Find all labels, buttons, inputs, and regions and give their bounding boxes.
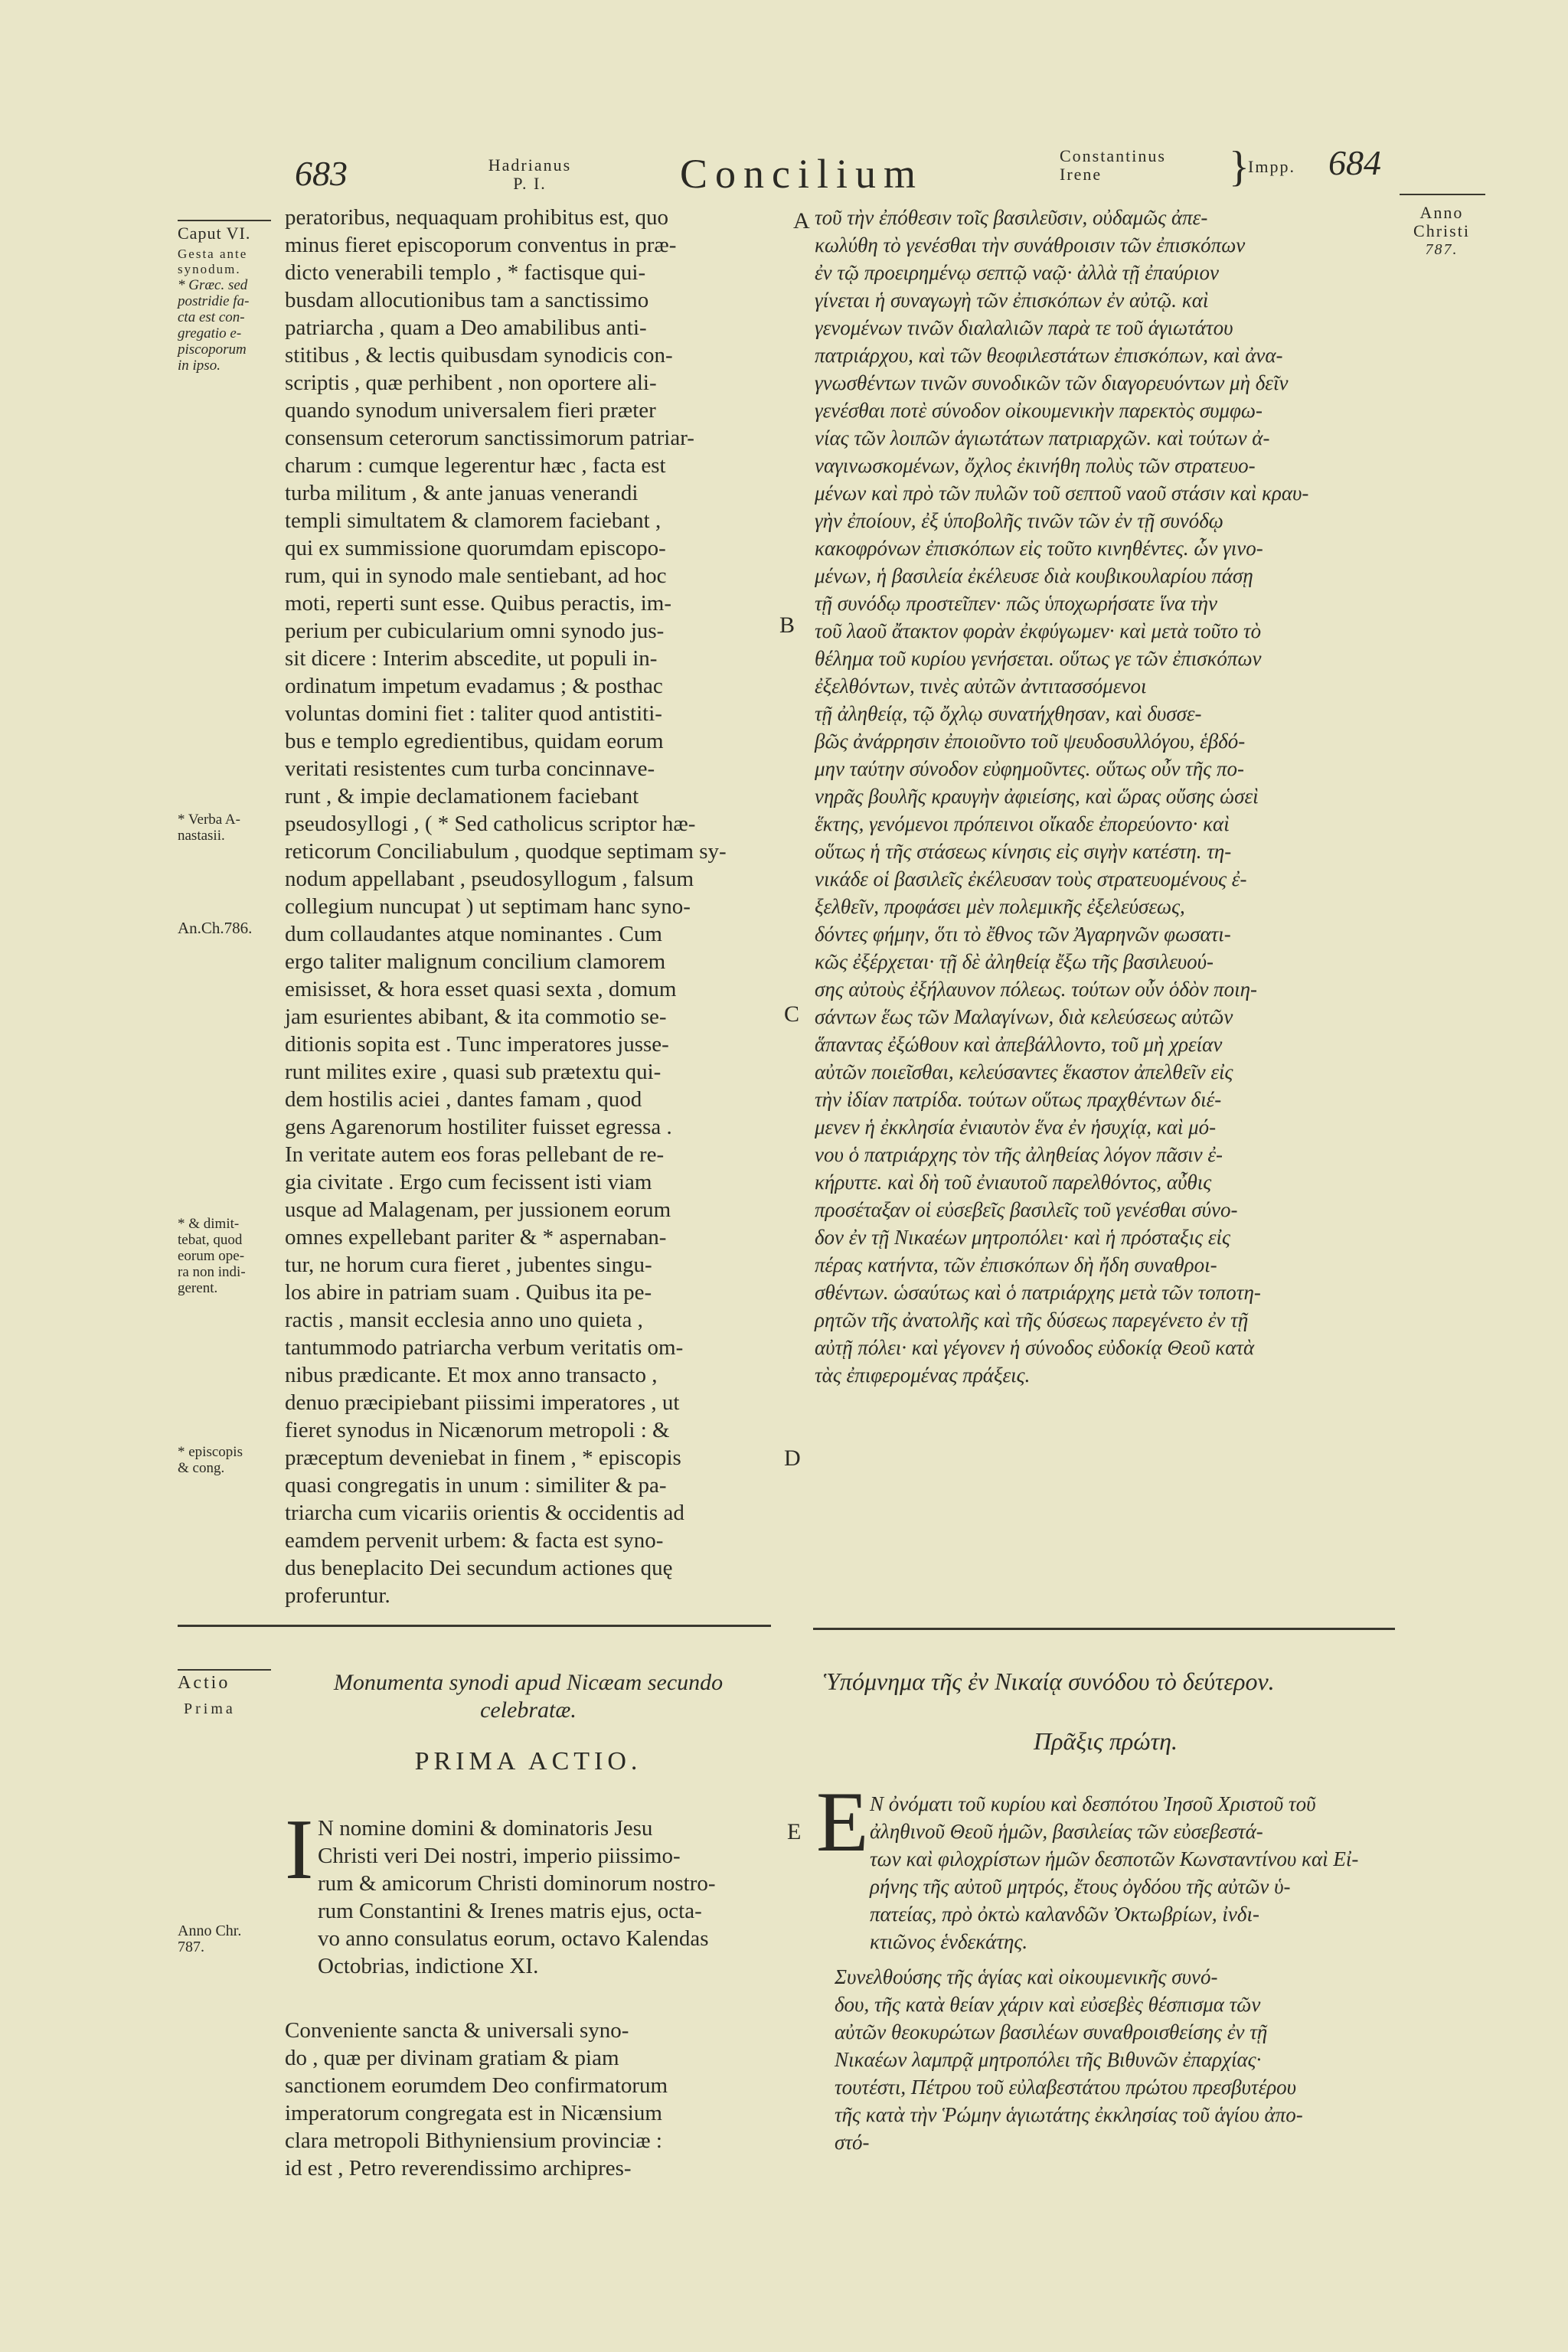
latin-text-line: charum : cumque legerentur hæc , facta est	[285, 453, 666, 478]
running-head-hadrianus: Hadrianus	[488, 155, 572, 175]
greek-text-line: ἐξελθόντων, τινὲς αὐτῶν ἀντιτασσόμενοι	[815, 675, 1147, 697]
section-letter-a: A	[793, 208, 810, 234]
latin-text-line: tantummodo patriarcha verbum veritatis om-	[285, 1335, 684, 1360]
greek-text-line: μενεν ἡ ἐκκλησία ἐνιαυτὸν ἕνα ἐν ἡσυχίᾳ, καὶ μό-	[815, 1116, 1217, 1138]
latin-text-line: quasi congregatis in unum : similiter & pa-	[285, 1473, 667, 1498]
greek-text-line: Νικαέων λαμπρᾷ μητροπόλει τῆς Βιθυνῶν ἐπαρχίας·	[835, 2048, 1262, 2071]
running-head-pope-number: P. I.	[513, 174, 547, 193]
latin-text-line: triarcha cum vicariis orientis & occidentis ad	[285, 1501, 684, 1525]
greek-text-line: οὕτως ἡ τῆς στάσεως κίνησις εἰς σιγὴν κατέστη. τη-	[815, 840, 1232, 863]
latin-text-line: moti, reperti sunt esse. Quibus peractis, im-	[285, 591, 671, 616]
greek-drop-cap: E	[816, 1775, 869, 1870]
greek-text-line: πατείας, πρὸ ὀκτὼ καλανδῶν Ὀκτωβρίων, ἰνδι-	[870, 1903, 1259, 1926]
latin-text-line: rum Constantini & Irenes matris ejus, octa-	[318, 1899, 702, 1923]
greek-text-line: αὐτῶν ποιεῖσθαι, κελεύσαντες ἕκαστον ἀπελθεῖν εἰς	[815, 1060, 1233, 1083]
greek-text-line: νικάδε οἱ βασιλεῖς ἐκέλευσαν τοὺς στρατευομένους ἐ-	[815, 867, 1247, 890]
right-margin-christi-word: Christi	[1413, 221, 1470, 240]
margin-anno-chr-787: Anno Chr. 787.	[178, 1922, 242, 1955]
brace-glyph: }	[1229, 143, 1250, 191]
latin-text-line: dus beneplacito Dei secundum actiones quę	[285, 1556, 673, 1580]
latin-text-line: stitibus , & lectis quibusdam synodicis con-	[285, 343, 673, 368]
latin-text-line: turba militum , & ante januas venerandi	[285, 481, 639, 505]
greek-section-title: Πρᾶξις πρώτη.	[1034, 1727, 1178, 1755]
right-column-end-rule	[813, 1628, 1395, 1630]
prima-label: Prima	[184, 1700, 236, 1717]
greek-text-line: ἐν τῷ προειρημένῳ σεπτῷ ναῷ· ἀλλὰ τῇ ἐπαύριον	[815, 261, 1219, 284]
latin-text-line: tur, ne horum cura fieret , jubentes singu-	[285, 1253, 652, 1277]
running-head-constantinus: Constantinus	[1060, 146, 1166, 165]
latin-text-line: usque ad Malagenam, per jussionem eorum	[285, 1197, 671, 1222]
section-letter-e: E	[787, 1819, 802, 1844]
greek-text-line: αὐτῇ πόλει· καὶ γέγονεν ἡ σύνοδος εὐδοκίᾳ Θεοῦ κατὰ	[815, 1336, 1255, 1359]
greek-text-line: κακοφρόνων ἐπισκόπων εἰς τοῦτο κινηθέντες. ὧν γινο-	[815, 537, 1263, 560]
latin-text-line: quando synodum universalem fieri præter	[285, 398, 656, 423]
latin-text-line: bus e templo egredientibus, quidam eorum	[285, 729, 664, 753]
latin-text-line: voluntas domini fiet : taliter quod antistiti-	[285, 701, 662, 726]
greek-text-line: ναγινωσκομένων, ὄχλος ἐκινήθη πολὺς τῶν στρατευο-	[815, 454, 1256, 477]
latin-text-line: jam esurientes abibant, & ita commotio se-	[285, 1004, 667, 1029]
latin-text-line: do , quæ per divinam gratiam & piam	[285, 2046, 619, 2070]
actio-rule	[178, 1669, 271, 1671]
latin-text-line: denuo præcipiebant piissimi imperatores , ut	[285, 1390, 680, 1415]
greek-text-line: των καὶ φιλοχρίστων ἡμῶν δεσποτῶν Κωνσταντίνου καὶ Εἰ-	[870, 1847, 1359, 1870]
caput-label: Caput VI.	[178, 224, 251, 243]
margin-note-verba: * Verba A- nastasii.	[178, 812, 240, 844]
greek-text-line: τουτέστι, Πέτρου τοῦ εὐλαβεστάτου πρώτου πρεσβυτέρου	[835, 2076, 1297, 2099]
latin-text-line: veritati resistentes cum turba concinnave-	[285, 756, 655, 781]
section-letter-b: B	[779, 612, 795, 638]
greek-text-line: τῇ συνόδῳ προστεῖπεν· πῶς ὑποχωρήσατε ἵνα τὴν	[815, 592, 1218, 615]
right-margin-anno	[1400, 204, 1484, 259]
greek-text-line: μένων καὶ πρὸ τῶν πυλῶν τοῦ σεπτοῦ ναοῦ στάσιν καὶ κραυ-	[815, 482, 1309, 505]
latin-text-line: minus fieret episcoporum conventus in præ-	[285, 233, 677, 257]
latin-text-line: imperatorum congregata est in Nicænsium	[285, 2101, 662, 2125]
greek-text-line: αὐτῶν θεοκυρώτων βασιλέων συναθροισθείσης ἐν τῇ	[835, 2020, 1268, 2043]
latin-text-line: proferuntur.	[285, 1583, 390, 1608]
gesta-label: Gesta ante synodum.	[178, 247, 248, 276]
latin-text-line: eamdem pervenit urbem: & facta est syno-	[285, 1528, 664, 1553]
latin-text-line: scriptis , quæ perhibent , non oportere ali-	[285, 371, 657, 395]
greek-text-line: δου, τῆς κατὰ θείαν χάριν καὶ εὐσεβὲς θέσπισμα τῶν	[835, 1993, 1261, 2016]
greek-text-line: μένων, ἡ βασιλεία ἐκέλευσε διὰ κουβικουλαρίου πάσῃ	[815, 564, 1253, 587]
running-head-irene: Irene	[1060, 165, 1102, 184]
greek-text-line: νίας τῶν λοιπῶν ἁγιωτάτων πατριαρχῶν. καὶ τούτων ἀ-	[815, 426, 1270, 449]
latin-text-line: ditionis sopita est . Tunc imperatores jusse-	[285, 1032, 669, 1057]
latin-text-line: vo anno consulatus eorum, octavo Kalendas	[318, 1926, 709, 1951]
greek-text-line: προσέταξαν οἱ εὐσεβεῖς βασιλεῖς τοῦ γενέσθαι σύνο-	[815, 1198, 1238, 1221]
latin-text-line: los abire in patriam suam . Quibus ita pe-	[285, 1280, 652, 1305]
greek-text-line: γνωσθέντων τινῶν συνοδικῶν τῶν διαγορευόντων μὴ δεῖν	[815, 371, 1289, 394]
right-page-number: 684	[1328, 143, 1381, 182]
latin-text-line: gia civitate . Ergo cum fecissent isti viam	[285, 1170, 652, 1194]
latin-text-line: nodum appellabant , pseudosyllogum , falsum	[285, 867, 694, 891]
greek-text-line: γὴν ἐποίουν, ἐξ ὑποβολῆς τινῶν τῶν ἐν τῇ συνόδῳ	[815, 509, 1223, 532]
greek-text-line: στό-	[835, 2131, 870, 2154]
greek-text-line: ἕκτης, γενόμενοι πρόπεινοι οἴκαδε ἐπορεύοντο· καὶ	[815, 812, 1230, 835]
section-letter-d: D	[784, 1446, 801, 1471]
latin-text-line: pseudosyllogi , ( * Sed catholicus scriptor hæ-	[285, 812, 696, 836]
greek-text-line: μην ταύτην σύνοδον εὐφημοῦντες. οὕτως οὖν τῆς πο-	[815, 757, 1244, 780]
right-running-head	[1060, 147, 1166, 184]
latin-text-line: sanctionem eorumdem Deo confirmatorum	[285, 2073, 668, 2098]
latin-heading-line2: celebratæ.	[480, 1697, 577, 1723]
latin-paragraph-1	[318, 1815, 716, 1980]
right-margin-anno-word: Anno	[1419, 203, 1464, 222]
greek-text-line: Συνελθούσης τῆς ἁγίας καὶ οἰκουμενικῆς συνό-	[835, 1965, 1218, 1988]
greek-text-line: τῇ ἀληθείᾳ, τῷ ὄχλῳ συνατήχθησαν, καὶ δυσσε-	[815, 702, 1202, 725]
greek-paragraph-2	[835, 1963, 1303, 2156]
latin-text-line: perium per cubicularium omni synodo jus-	[285, 619, 665, 643]
latin-text-line: consensum ceterorum sanctissimorum patriar-	[285, 426, 694, 450]
latin-text-line: peratoribus, nequaquam prohibitus est, quo	[285, 205, 668, 230]
latin-text-line: runt milites exire , quasi sub prætextu qui-	[285, 1060, 662, 1084]
greek-text-line: βῶς ἀνάρρησιν ἐποιοῦντο τοῦ ψευδοσυλλόγου, ἑβδό-	[815, 730, 1246, 753]
greek-text-line: σθέντων. ὡσαύτως καὶ ὁ πατριάρχης μετὰ τῶν τοποτη-	[815, 1281, 1261, 1304]
latin-section-title: PRIMA ACTIO.	[414, 1747, 642, 1775]
latin-text-line: rum & amicorum Christi dominorum nostro-	[318, 1871, 716, 1896]
right-margin-rule	[1400, 194, 1485, 195]
latin-text-line: dem hostilis aciei , dantes famam , quod	[285, 1087, 642, 1112]
latin-section-heading	[285, 1669, 772, 1724]
greek-text-line: ἀληθινοῦ Θεοῦ ἡμῶν, βασιλείας τῶν εὐσεβεστά-	[870, 1820, 1263, 1843]
greek-text-line: γενέσθαι ποτὲ σύνοδον οἰκουμενικὴν παρεκτὸς συμφω-	[815, 399, 1263, 422]
greek-text-line: τὰς ἐπιφερομένας πράξεις.	[815, 1364, 1031, 1387]
latin-text-line: præceptum deveniebat in finem , * episcopis	[285, 1446, 681, 1470]
greek-text-line: Ν ὀνόματι τοῦ κυρίου καὶ δεσπότου Ἰησοῦ Χριστοῦ τοῦ	[870, 1792, 1316, 1815]
greek-text-line: ἅπαντας ἐξώθουν καὶ ἀπεβάλλοντο, τοῦ μὴ χρείαν	[815, 1033, 1223, 1056]
latin-text-line: id est , Petro reverendissimo archipres-	[285, 2156, 632, 2180]
greek-text-line: γίνεται ἡ συναγωγὴ τῶν ἐπισκόπων ἐν αὐτῷ. καὶ	[815, 289, 1209, 312]
running-title: Concilium	[680, 151, 923, 197]
greek-text-line: νηρᾶς βουλῆς κραυγὴν ἀφιείσης, καὶ ὥρας οὔσης ὡσεὶ	[815, 785, 1259, 808]
latin-text-line: Conveniente sancta & universali syno-	[285, 2018, 629, 2043]
latin-heading-line1: Monumenta synodi apud Nicæam secundo	[333, 1670, 724, 1695]
latin-paragraph-2	[285, 2017, 668, 2182]
left-running-head	[484, 156, 576, 193]
latin-text-line: fieret synodus in Nicænorum metropoli : &	[285, 1418, 670, 1442]
greek-text-line: τὴν ἰδίαν πατρίδα. τούτων οὕτως πραχθέντων διέ-	[815, 1088, 1222, 1111]
greek-text-line: τῆς κατὰ τὴν Ῥώμην ἁγιωτάτης ἐκκλησίας τοῦ ἁγίου ἀπο-	[835, 2103, 1303, 2126]
latin-text-line: templi simultatem & clamorem faciebant ,	[285, 508, 662, 533]
latin-text-line: nibus prædicante. Et mox anno transacto ,	[285, 1363, 658, 1387]
greek-text-line: κῶς ἐξέρχεται· τῇ δὲ ἀληθείᾳ ἔξω τῆς βασιλευού-	[815, 950, 1214, 973]
margin-note-dimit: * & dimit- tebat, quod eorum ope- ra non indi- gerent.	[178, 1216, 246, 1296]
latin-drop-cap: I	[285, 1802, 314, 1897]
greek-text-line: νου ὁ πατριάρχης τὸν τῆς ἀληθείας λόγον πᾶσιν ἐ-	[815, 1143, 1223, 1166]
greek-text-line: ρητῶν τῆς ἀνατολῆς καὶ τῆς δύσεως παρεγένετο ἐν τῇ	[815, 1308, 1249, 1331]
greek-text-line: γενομένων τινῶν διαλαλιῶν παρὰ τε τοῦ ἁγιωτάτου	[815, 316, 1233, 339]
greek-text-line: σης αὐτοὺς ἐξήλαυνον πόλεως. τούτων οὖν ὁδὸν ποιη-	[815, 978, 1258, 1001]
latin-text-line: collegium nuncupat ) ut septimam hanc syno-	[285, 894, 691, 919]
greek-text-line: δόντες φήμην, ὅτι τὸ ἔθνος τῶν Ἀγαρηνῶν φωσατι-	[815, 923, 1231, 946]
latin-text-line: ergo taliter malignum concilium clamorem	[285, 949, 666, 974]
greek-text-line: θέλημα τοῦ κυρίου γενήσεται. οὕτως γε τῶν ἐπισκόπων	[815, 647, 1262, 670]
greek-text-line: δον ἐν τῇ Νικαέων μητροπόλει· καὶ ἡ πρόσταξις εἰς	[815, 1226, 1231, 1249]
greek-text-line: κωλύθη τὸ γενέσθαι τὴν συνάθροισιν τῶν ἐπισκόπων	[815, 234, 1246, 256]
margin-note-graec: * Græc. sed postridie fa- cta est con- gregatio e- piscoporum in ipso.	[178, 277, 250, 374]
greek-text-line: πατριάρχου, καὶ τῶν θεοφιλεστάτων ἐπισκόπων, καὶ ἀνα-	[815, 344, 1283, 367]
margin-note-episc: * episcopis & cong.	[178, 1444, 243, 1476]
latin-text-line: ractis , mansit ecclesia anno uno quieta ,	[285, 1308, 643, 1332]
latin-text-line: rum, qui in synodo male sentiebant, ad hoc	[285, 564, 667, 588]
caput-rule	[178, 220, 271, 221]
greek-text-line: ρήνης τῆς αὐτοῦ μητρός, ἔτους ὀγδόου τῆς αὐτῶν ὑ-	[870, 1875, 1291, 1898]
left-column-end-rule	[178, 1625, 771, 1627]
latin-text-line: Octobrias, indictione XI.	[318, 1954, 539, 1978]
latin-text-line: busdam allocutionibus tam a sanctissimo	[285, 288, 649, 312]
latin-text-line: In veritate autem eos foras pellebant de re-	[285, 1142, 665, 1167]
greek-text-line: κτιῶνος ἑνδεκάτης.	[870, 1930, 1028, 1953]
running-head-impp: Impp.	[1248, 157, 1295, 176]
greek-text-column	[815, 204, 1308, 1389]
latin-text-line: emisisset, & hora esset quasi sexta , domum	[285, 977, 677, 1001]
section-letter-c: C	[784, 1001, 800, 1027]
left-page-number: 683	[295, 154, 348, 193]
latin-text-line: dicto venerabili templo , * factisque qui-	[285, 260, 646, 285]
latin-text-line: sit dicere : Interim abscedite, ut populi in-	[285, 646, 658, 671]
greek-section-heading: Ὑπόμνημα τῆς ἐν Νικαίᾳ συνόδου τὸ δεύτερον.	[824, 1668, 1275, 1695]
greek-paragraph-1	[870, 1790, 1358, 1955]
latin-text-line: N nomine domini & dominatoris Jesu	[318, 1816, 653, 1841]
margin-anno-786: An.Ch.786.	[178, 919, 253, 937]
greek-text-line: τοῦ λαοῦ ἄτακτον φορὰν ἐκφύγωμεν· καὶ μετὰ τοῦτο τὸ	[815, 619, 1262, 642]
latin-text-line: patriarcha , quam a Deo amabilibus anti-	[285, 315, 647, 340]
latin-text-line: dum collaudantes atque nominantes . Cum	[285, 922, 662, 946]
greek-text-line: σάντων ἕως τῶν Μαλαγίνων, διὰ κελεύσεως αὐτῶν	[815, 1005, 1233, 1028]
latin-text-line: omnes expellebant pariter & * aspernaban-	[285, 1225, 667, 1250]
right-margin-year: 787.	[1425, 241, 1459, 258]
actio-label: Actio	[178, 1673, 230, 1693]
latin-text-line: reticorum Conciliabulum , quodque septimam sy-	[285, 839, 727, 864]
latin-text-line: Christi veri Dei nostri, imperio piissimo-	[318, 1844, 681, 1868]
greek-text-line: πέρας κατήντα, τῶν ἐπισκόπων δὴ ἤδη συναθροι-	[815, 1253, 1217, 1276]
latin-text-line: qui ex summissione quorumdam episcopo-	[285, 536, 666, 560]
latin-text-line: gens Agarenorum hostiliter fuisset egressa .	[285, 1115, 672, 1139]
latin-text-line: ordinatum impetum evadamus ; & posthac	[285, 674, 663, 698]
latin-text-line: runt , & impie declamationem faciebant	[285, 784, 639, 808]
latin-text-line: clara metropoli Bithyniensium provinciæ :	[285, 2128, 662, 2153]
greek-text-line: ξελθεῖν, προφάσει μὲν πολεμικῆς ἐξελεύσεως,	[815, 895, 1185, 918]
greek-text-line: κήρυττε. καὶ δὴ τοῦ ἐνιαυτοῦ παρελθόντος, αὖθις	[815, 1171, 1212, 1194]
greek-text-line: τοῦ τὴν ἐπόθεσιν τοῖς βασιλεῦσιν, οὐδαμῶς ἀπε-	[815, 206, 1208, 229]
latin-text-column	[285, 204, 727, 1609]
